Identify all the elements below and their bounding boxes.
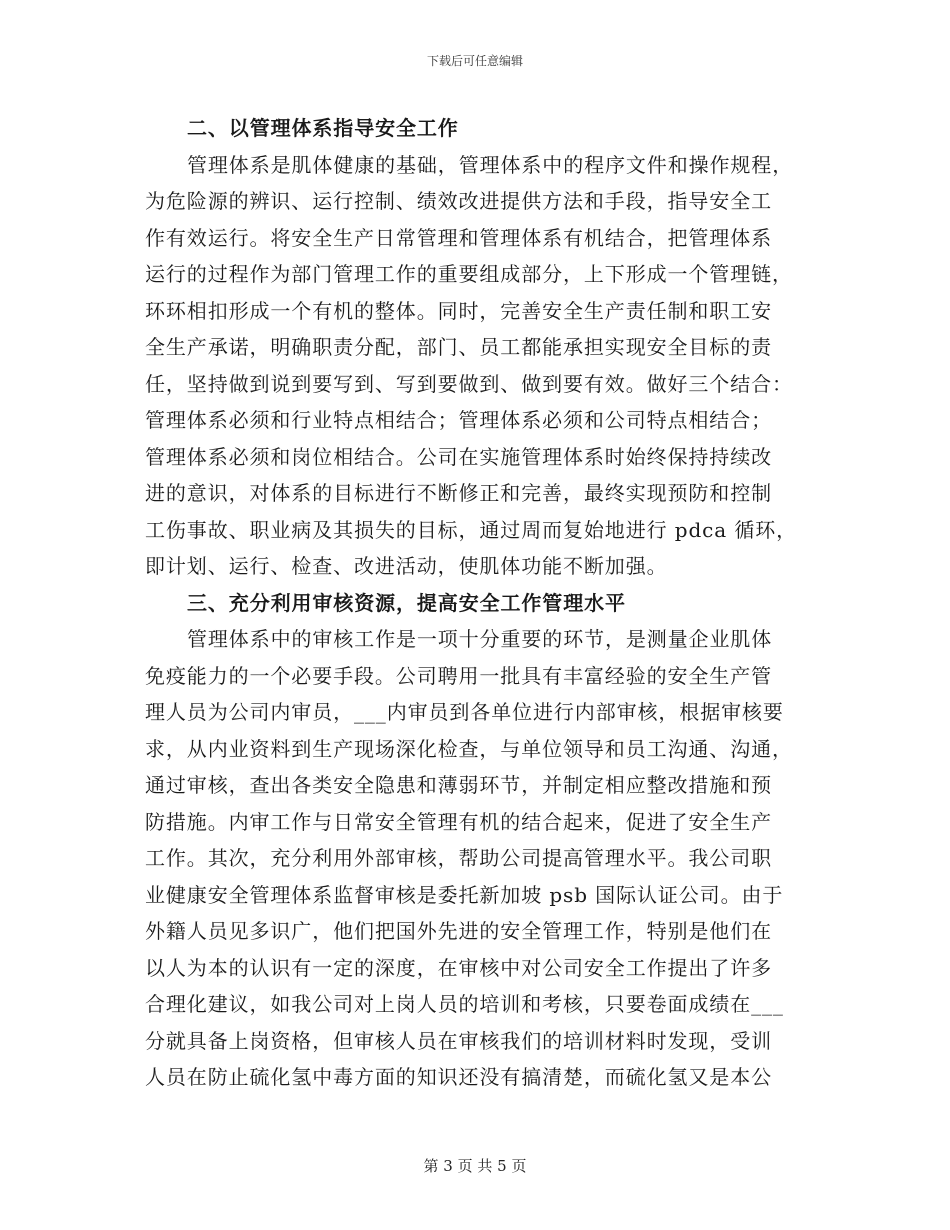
paragraph-line: 管理体系是肌体健康的基础，管理体系中的程序文件和操作规程， bbox=[187, 152, 794, 177]
paragraph-line: 管理体系必须和岗位相结合。公司在实施管理体系时始终保持持续改 bbox=[145, 444, 772, 469]
paragraph-line: 外籍人员见多识广，他们把国外先进的安全管理工作，特别是他们在 bbox=[145, 919, 772, 943]
paragraph-line: 为危险源的辨识、运行控制、绩效改进提供方法和手段，指导安全工 bbox=[145, 189, 772, 213]
paragraph-line: 环环相扣形成一个有机的整体。同时，完善安全生产责任制和职工安 bbox=[145, 298, 772, 323]
paragraph-line: 管理体系必须和行业特点相结合；管理体系必须和公司特点相结合； bbox=[145, 408, 772, 432]
paragraph-line: 任，坚持做到说到要写到、写到要做到、做到要有效。做好三个结合： bbox=[145, 371, 793, 396]
paragraph-line: 业健康安全管理体系监督审核是委托新加坡 psb 国际认证公司。由于 bbox=[145, 882, 784, 907]
paragraph-line: 理人员为公司内审员，___内审员到各单位进行内部审核，根据审核要 bbox=[145, 700, 784, 724]
paragraph-line: 进的意识，对体系的目标进行不断修正和完善，最终实现预防和控制 bbox=[145, 481, 772, 505]
paragraph-line: 合理化建议，如我公司对上岗人员的培训和考核，只要卷面成绩在___ bbox=[145, 992, 784, 1016]
section-heading-3: 三、充分利用审核资源，提高安全工作管理水平 bbox=[187, 590, 626, 615]
paragraph-line: 全生产承诺，明确职责分配，部门、员工都能承担实现安全目标的责 bbox=[145, 335, 772, 359]
paragraph-line: 免疫能力的一个必要手段。公司聘用一批具有丰富经验的安全生产管 bbox=[145, 663, 772, 688]
paragraph-line: 运行的过程作为部门管理工作的重要组成部分，上下形成一个管理链， bbox=[145, 262, 793, 286]
document-body bbox=[145, 110, 805, 1096]
paragraph-line: 管理体系中的审核工作是一项十分重要的环节，是测量企业肌体 bbox=[187, 627, 773, 651]
paragraph-line: 即计划、运行、检查、改进活动，使肌体功能不断加强。 bbox=[145, 554, 668, 578]
page-footer: 第 3 页 共 5 页 bbox=[423, 1157, 527, 1175]
paragraph-line: 工作。其次，充分利用外部审核，帮助公司提高管理水平。我公司职 bbox=[145, 846, 772, 870]
paragraph-line: 人员在防止硫化氢中毒方面的知识还没有搞清楚，而硫化氢又是本公 bbox=[145, 1065, 772, 1089]
section-heading-2: 二、以管理体系指导安全工作 bbox=[187, 116, 459, 140]
paragraph-line: 以人为本的认识有一定的深度，在审核中对公司安全工作提出了许多 bbox=[145, 955, 772, 980]
paragraph-line: 防措施。内审工作与日常安全管理有机的结合起来，促进了安全生产 bbox=[145, 809, 772, 834]
paragraph-line: 求，从内业资料到生产现场深化检查，与单位领导和员工沟通、沟通， bbox=[145, 736, 793, 761]
paragraph-line: 工伤事故、职业病及其损失的目标，通过周而复始地进行 pdca 循环， bbox=[145, 517, 798, 542]
paragraph-line: 作有效运行。将安全生产日常管理和管理体系有机结合，把管理体系 bbox=[145, 225, 772, 250]
paragraph-line: 分就具备上岗资格，但审核人员在审核我们的培训材料时发现，受训 bbox=[145, 1028, 772, 1053]
paragraph-line: 通过审核，查出各类安全隐患和薄弱环节，并制定相应整改措施和预 bbox=[145, 773, 772, 797]
page-header: 下载后可任意编辑 bbox=[426, 54, 523, 68]
